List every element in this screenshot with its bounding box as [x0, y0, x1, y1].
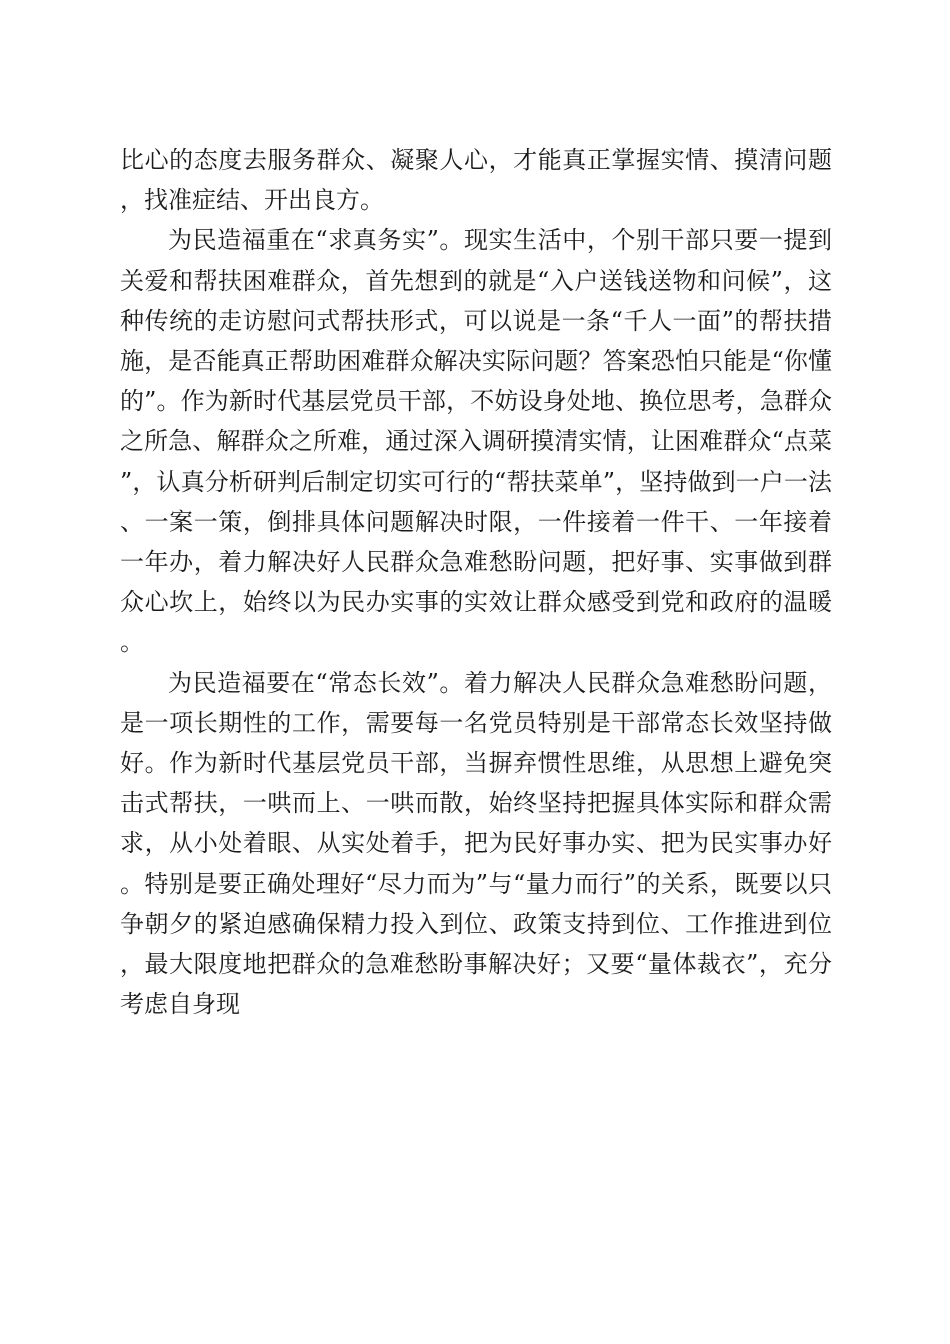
document-body — [120, 140, 832, 1024]
paragraph-continuation: 比心的态度去服务群众、凝聚人心，才能真正掌握实情、摸清问题，找准症结、开出良方。 — [120, 146, 832, 215]
paragraph-long-term: 为民造福要在“常态长效”。着力解决人民群众急难愁盼问题，是一项长期性的工作，需要每一名党员特别是干部常态长效坚持做好。作为新时代基层党员干部，当摒弃惯性思维，从思想上避免突击式帮扶，一哄而上、一哄而散，始终坚持把握具体实际和群众需求，从小处着眼、从实处着手，把为民好事办实、把为民实事办好。特别是要正确处理好“尽力而为”与“量力而行”的关系，既要以只争朝夕的紧迫感确保精力投入到位、政策支持到位、工作推进到位，最大限度地把群众的急难愁盼事解决好；又要“量体裁衣”，充分考虑自身现 — [120, 668, 832, 1019]
paragraph-seek-truth: 为民造福重在“求真务实”。现实生活中，个别干部只要一提到关爱和帮扶困难群众，首先想到的就是“入户送钱送物和问候”，这种传统的走访慰问式帮扶形式，可以说是一条“千人一面”的帮扶措施，是否能真正帮助困难群众解决实际问题？答案恐怕只能是“你懂的”。作为新时代基层党员干部，不妨设身处地、换位思考，急群众之所急、解群众之所难，通过深入调研摸清实情，让困难群众“点菜”，认真分析研判后制定切实可行的“帮扶菜单”，坚持做到一户一法、一案一策，倒排具体问题解决时限，一件接着一件干、一年接着一年办，着力解决好人民群众急难愁盼问题，把好事、实事做到群众心坎上，始终以为民办实事的实效让群众感受到党和政府的温暖。 — [120, 226, 832, 657]
